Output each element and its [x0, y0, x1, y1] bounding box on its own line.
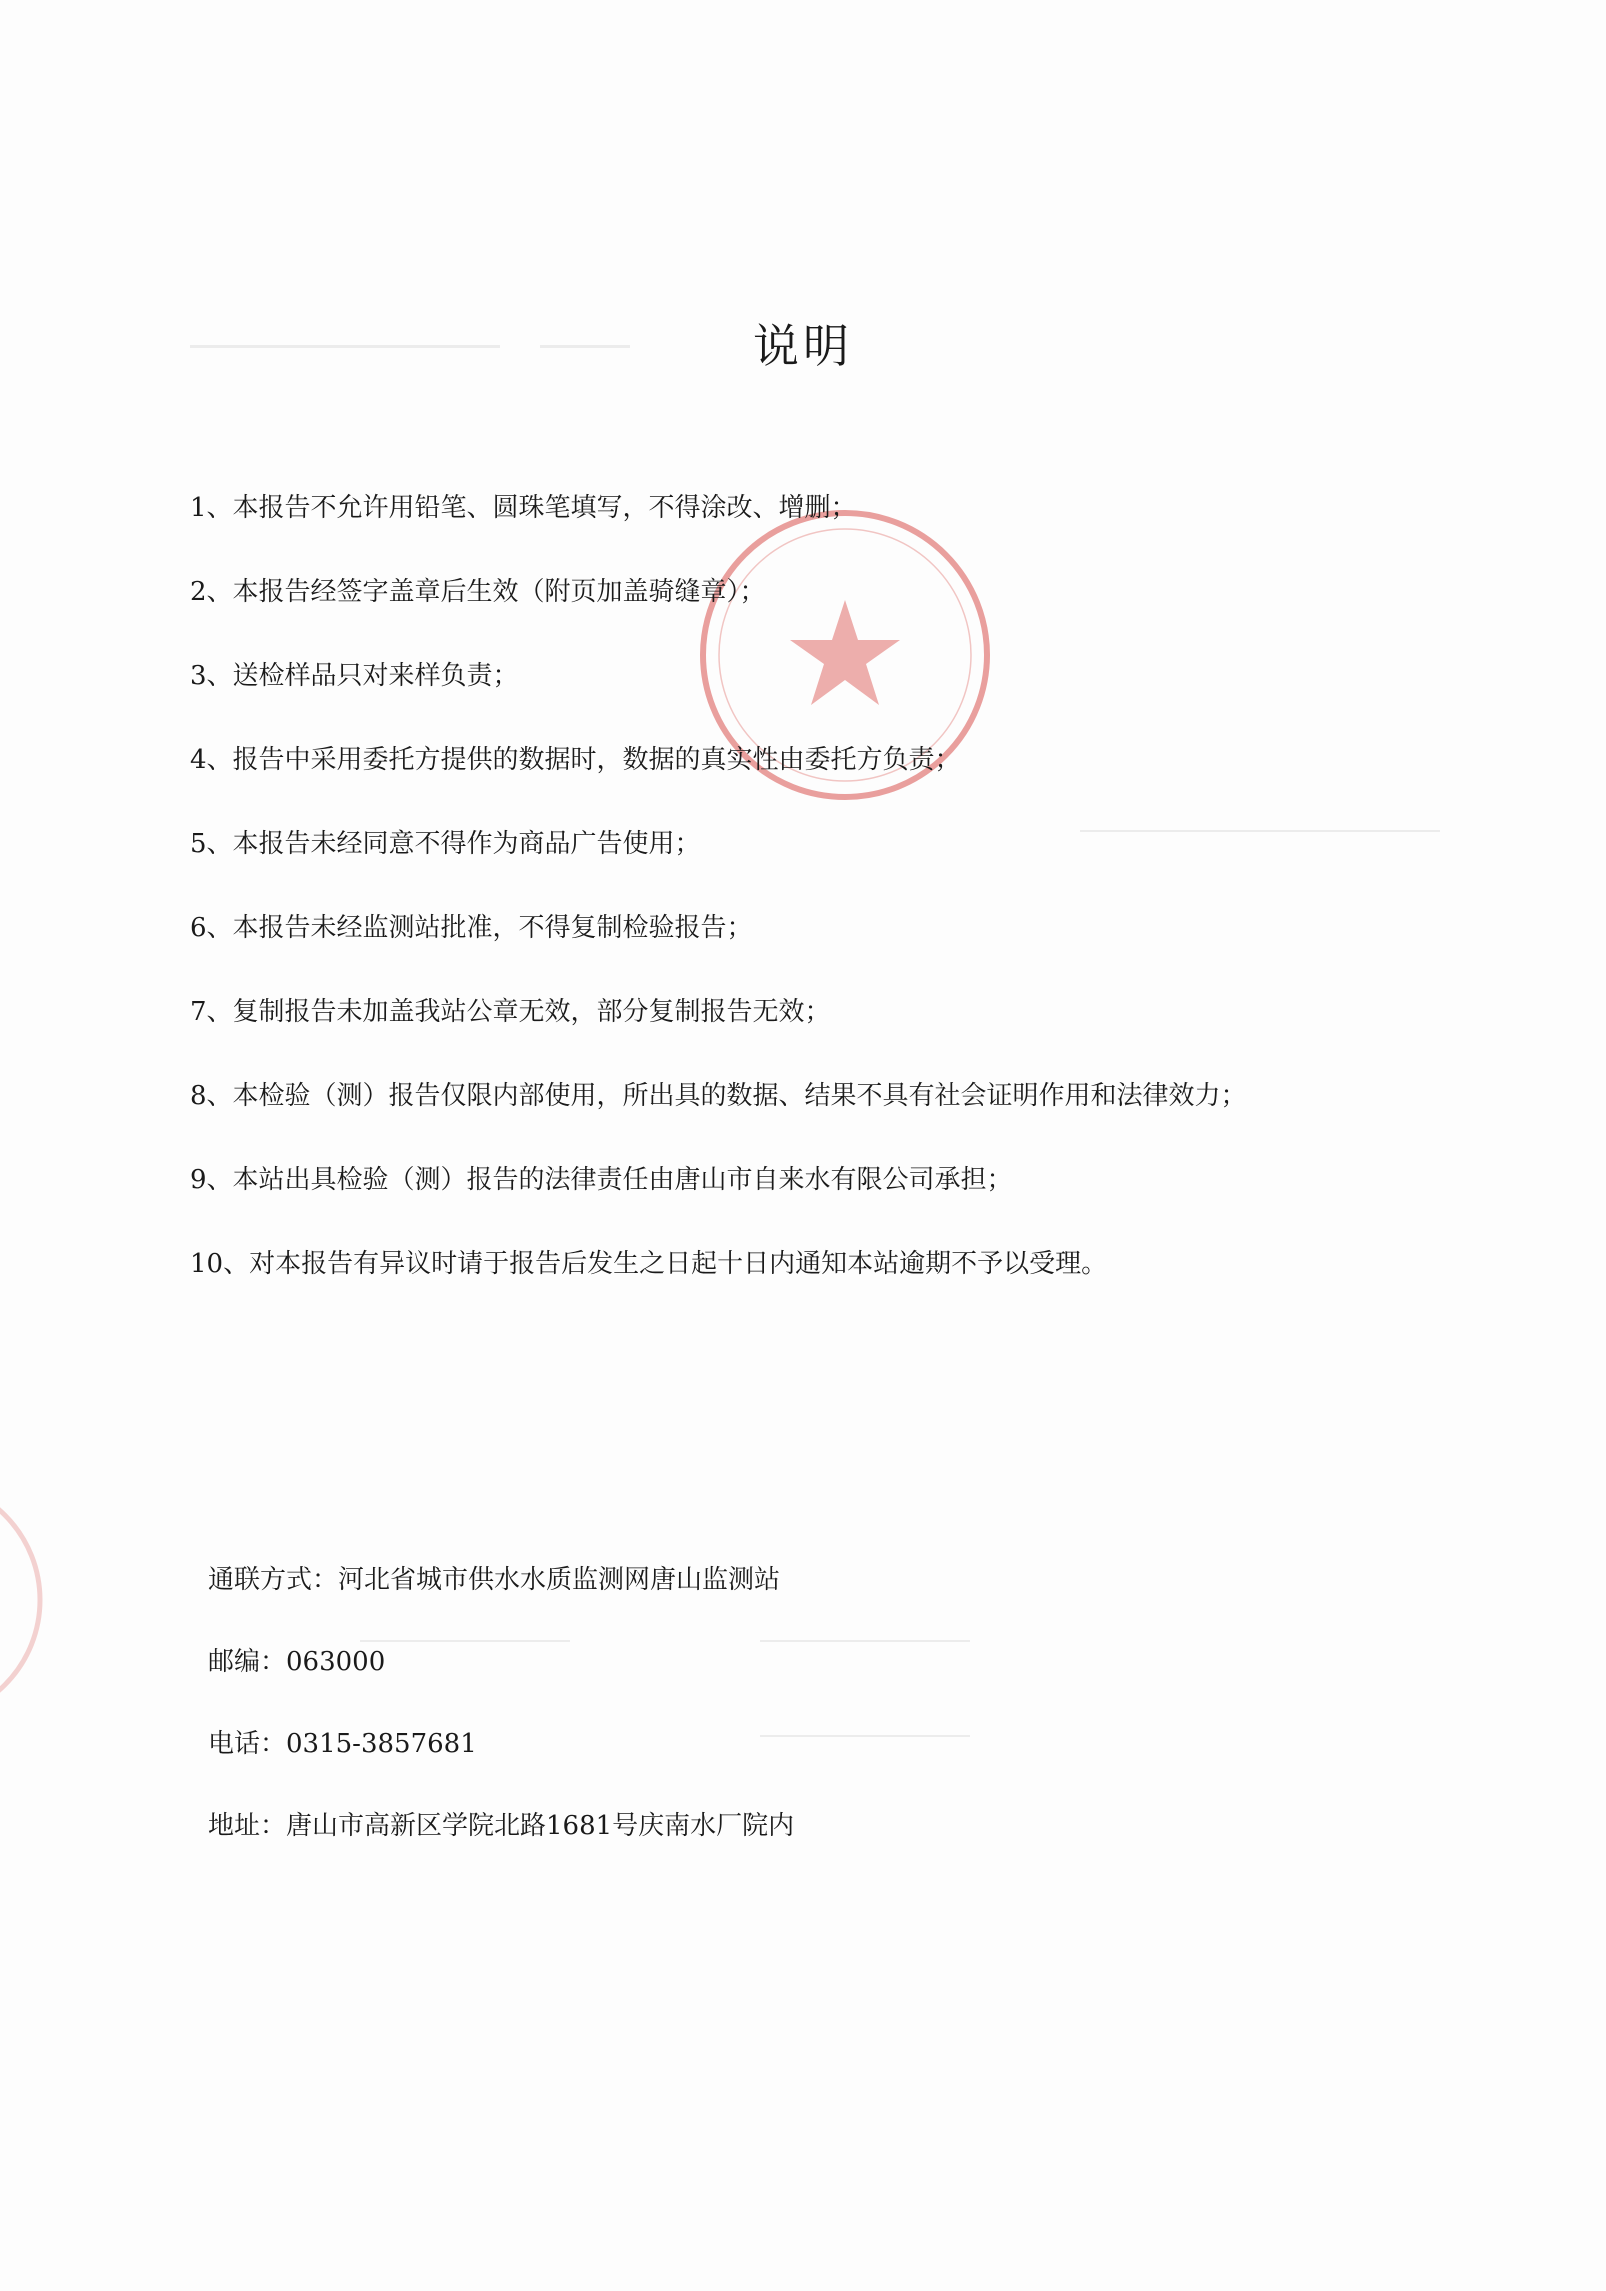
contact-phone: 电话：0315-3857681	[208, 1729, 477, 1759]
contact-address: 地址：唐山市高新区学院北路1681号庆南水厂院内	[208, 1811, 795, 1841]
page-title: 说明	[753, 319, 853, 373]
contact-block	[208, 1560, 1308, 1888]
note-item: 5、本报告未经同意不得作为商品广告使用；	[190, 829, 701, 859]
note-item: 9、本站出具检验（测）报告的法律责任由唐山市自来水有限公司承担；	[190, 1165, 1013, 1195]
note-item: 6、本报告未经监测站批准，不得复制检验报告；	[190, 913, 753, 943]
note-item: 8、本检验（测）报告仅限内部使用，所出具的数据、结果不具有社会证明作用和法律效力；	[190, 1081, 1247, 1111]
note-item: 4、报告中采用委托方提供的数据时，数据的真实性由委托方负责；	[190, 745, 961, 775]
note-item: 7、复制报告未加盖我站公章无效，部分复制报告无效；	[190, 997, 831, 1027]
contact-postcode: 邮编：063000	[208, 1647, 386, 1677]
notes-list	[190, 488, 1450, 1328]
note-item: 2、本报告经签字盖章后生效（附页加盖骑缝章）；	[190, 577, 766, 607]
note-item: 10、对本报告有异议时请于报告后发生之日起十日内通知本站逾期不予以受理。	[190, 1249, 1108, 1279]
contact-org: 通联方式：河北省城市供水水质监测网唐山监测站	[208, 1565, 781, 1595]
note-item: 1、本报告不允许用铅笔、圆珠笔填写，不得涂改、增删；	[190, 493, 857, 523]
edge-seal-fragment	[0, 1460, 60, 1740]
note-item: 3、送检样品只对来样负责；	[190, 661, 519, 691]
